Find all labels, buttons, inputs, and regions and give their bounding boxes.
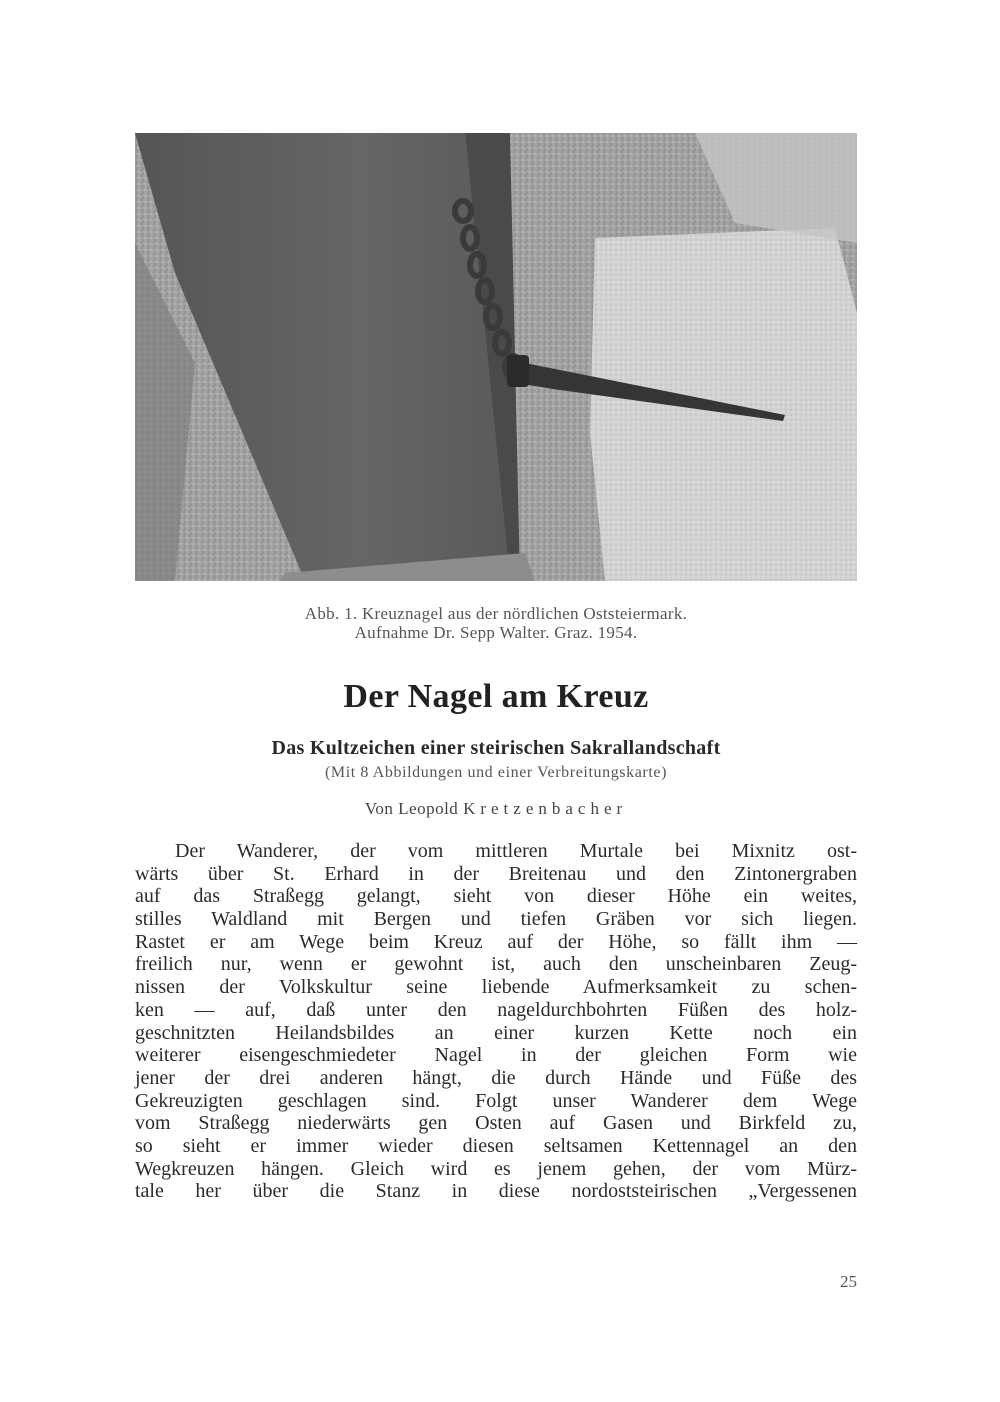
body-line: Rastet er am Wege beim Kreuz auf der Höhe, so fällt ihm —	[135, 930, 857, 953]
kreuznagel-photo	[135, 133, 857, 581]
body-line: so sieht er immer wieder diesen seltsamen Kettennagel an den	[135, 1134, 857, 1157]
article-subtitle: Das Kultzeichen einer steirischen Sakrallandschaft	[271, 737, 721, 759]
body-line: tale her über die Stanz in diese nordoststeirischen „Vergessenen	[135, 1180, 857, 1203]
body-line: jener der drei anderen hängt, die durch Hände und Füße des	[135, 1066, 857, 1089]
figure-caption-line-2: Aufnahme Dr. Sepp Walter. Graz. 1954.	[354, 623, 638, 642]
body-line: freilich nur, wenn er gewohnt ist, auch den unscheinbaren Zeug-	[135, 953, 857, 976]
body-line: vom Straßegg niederwärts gen Osten auf Gasen und Birkfeld zu,	[135, 1112, 857, 1135]
illustration-note: (Mit 8 Abbildungen und einer Verbreitungskarte)	[324, 764, 668, 781]
body-line: nissen der Volkskultur seine liebende Aufmerksamkeit zu schen-	[135, 976, 857, 999]
author-name: Kretzenbacher	[463, 799, 628, 818]
figure-caption-line-1: Abb. 1. Kreuznagel aus der nördlichen Oststeiermark.	[304, 604, 688, 623]
body-line: weiterer eisengeschmiedeter Nagel in der gleichen Form wie	[135, 1044, 857, 1067]
body-line: ken — auf, daß unter den nageldurchbohrten Füßen des holz-	[135, 998, 857, 1021]
body-line: auf das Straßegg gelangt, sieht von dieser Höhe ein weites,	[135, 885, 857, 908]
body-line: Wegkreuzen hängen. Gleich wird es jenem gehen, der vom Mürz-	[135, 1157, 857, 1180]
author-line	[135, 799, 857, 819]
body-line: stilles Waldland mit Bergen und tiefen Gräben vor sich liegen.	[135, 908, 857, 931]
body-line: wärts über St. Erhard in der Breitenau und den Zintonergraben	[135, 862, 857, 885]
figure-photograph	[135, 133, 857, 581]
author-prefix: Von Leopold	[364, 799, 459, 818]
body-line: Gekreuzigten geschlagen sind. Folgt unser Wanderer dem Wege	[135, 1089, 857, 1112]
body-line: geschnitzten Heilandsbildes an einer kurzen Kette noch ein	[135, 1021, 857, 1044]
body-line: Der Wanderer, der vom mittleren Murtale bei Mixnitz ost-	[175, 840, 857, 862]
article-title: Der Nagel am Kreuz	[343, 678, 649, 715]
page-number: 25	[840, 1272, 857, 1291]
article-body	[135, 840, 857, 1203]
